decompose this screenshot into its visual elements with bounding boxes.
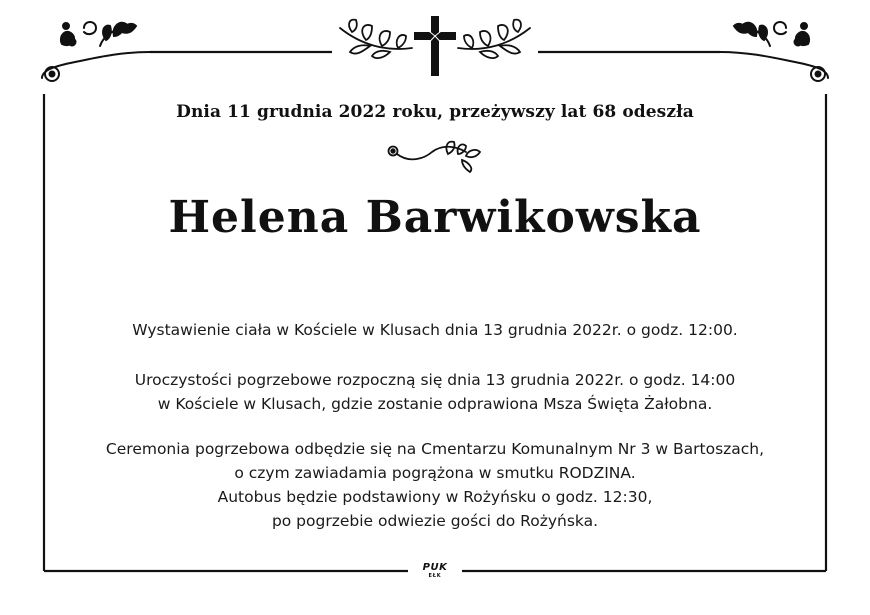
divider-flourish-icon [389, 142, 481, 172]
burial-paragraph [0, 437, 870, 533]
text-line: Ceremonia pogrzebowa odbędzie się na Cmentarzu Komunalnym Nr 3 w Bartoszach, [105, 440, 765, 458]
cross-icon [414, 16, 456, 76]
corner-flourish-icon [42, 22, 150, 81]
text-line: po pogrzebie odwiezie gości do Rożyńska. [271, 512, 599, 530]
text-line: Uroczystości pogrzebowe rozpoczną się dnia 13 grudnia 2022r. o godz. 14:00 [134, 371, 736, 389]
logo-sub-text: EŁK [428, 573, 442, 579]
puk-logo [414, 562, 456, 582]
logo-main-text: PUK [422, 562, 448, 573]
text-line: w Kościele w Klusach, gdzie zostanie odprawiona Msza Święta Żałobna. [157, 395, 713, 413]
text-line: o czym zawiadamia pogrążona w smutku RODZINA. [234, 464, 636, 482]
text-line: Wystawienie ciała w Kościele w Klusach dnia 13 grudnia 2022r. o godz. 12:00. [132, 321, 738, 339]
text-line: Autobus będzie podstawiony w Rożyńsku o godz. 12:30, [217, 488, 653, 506]
deceased-name: Helena Barwikowska [168, 192, 702, 243]
corner-flourish-icon [720, 22, 828, 81]
death-announcement-headline: Dnia 11 grudnia 2022 roku, przeżywszy lat 68 odeszła [176, 102, 694, 122]
ceremony-paragraph [0, 368, 870, 416]
viewing-paragraph [0, 318, 870, 342]
